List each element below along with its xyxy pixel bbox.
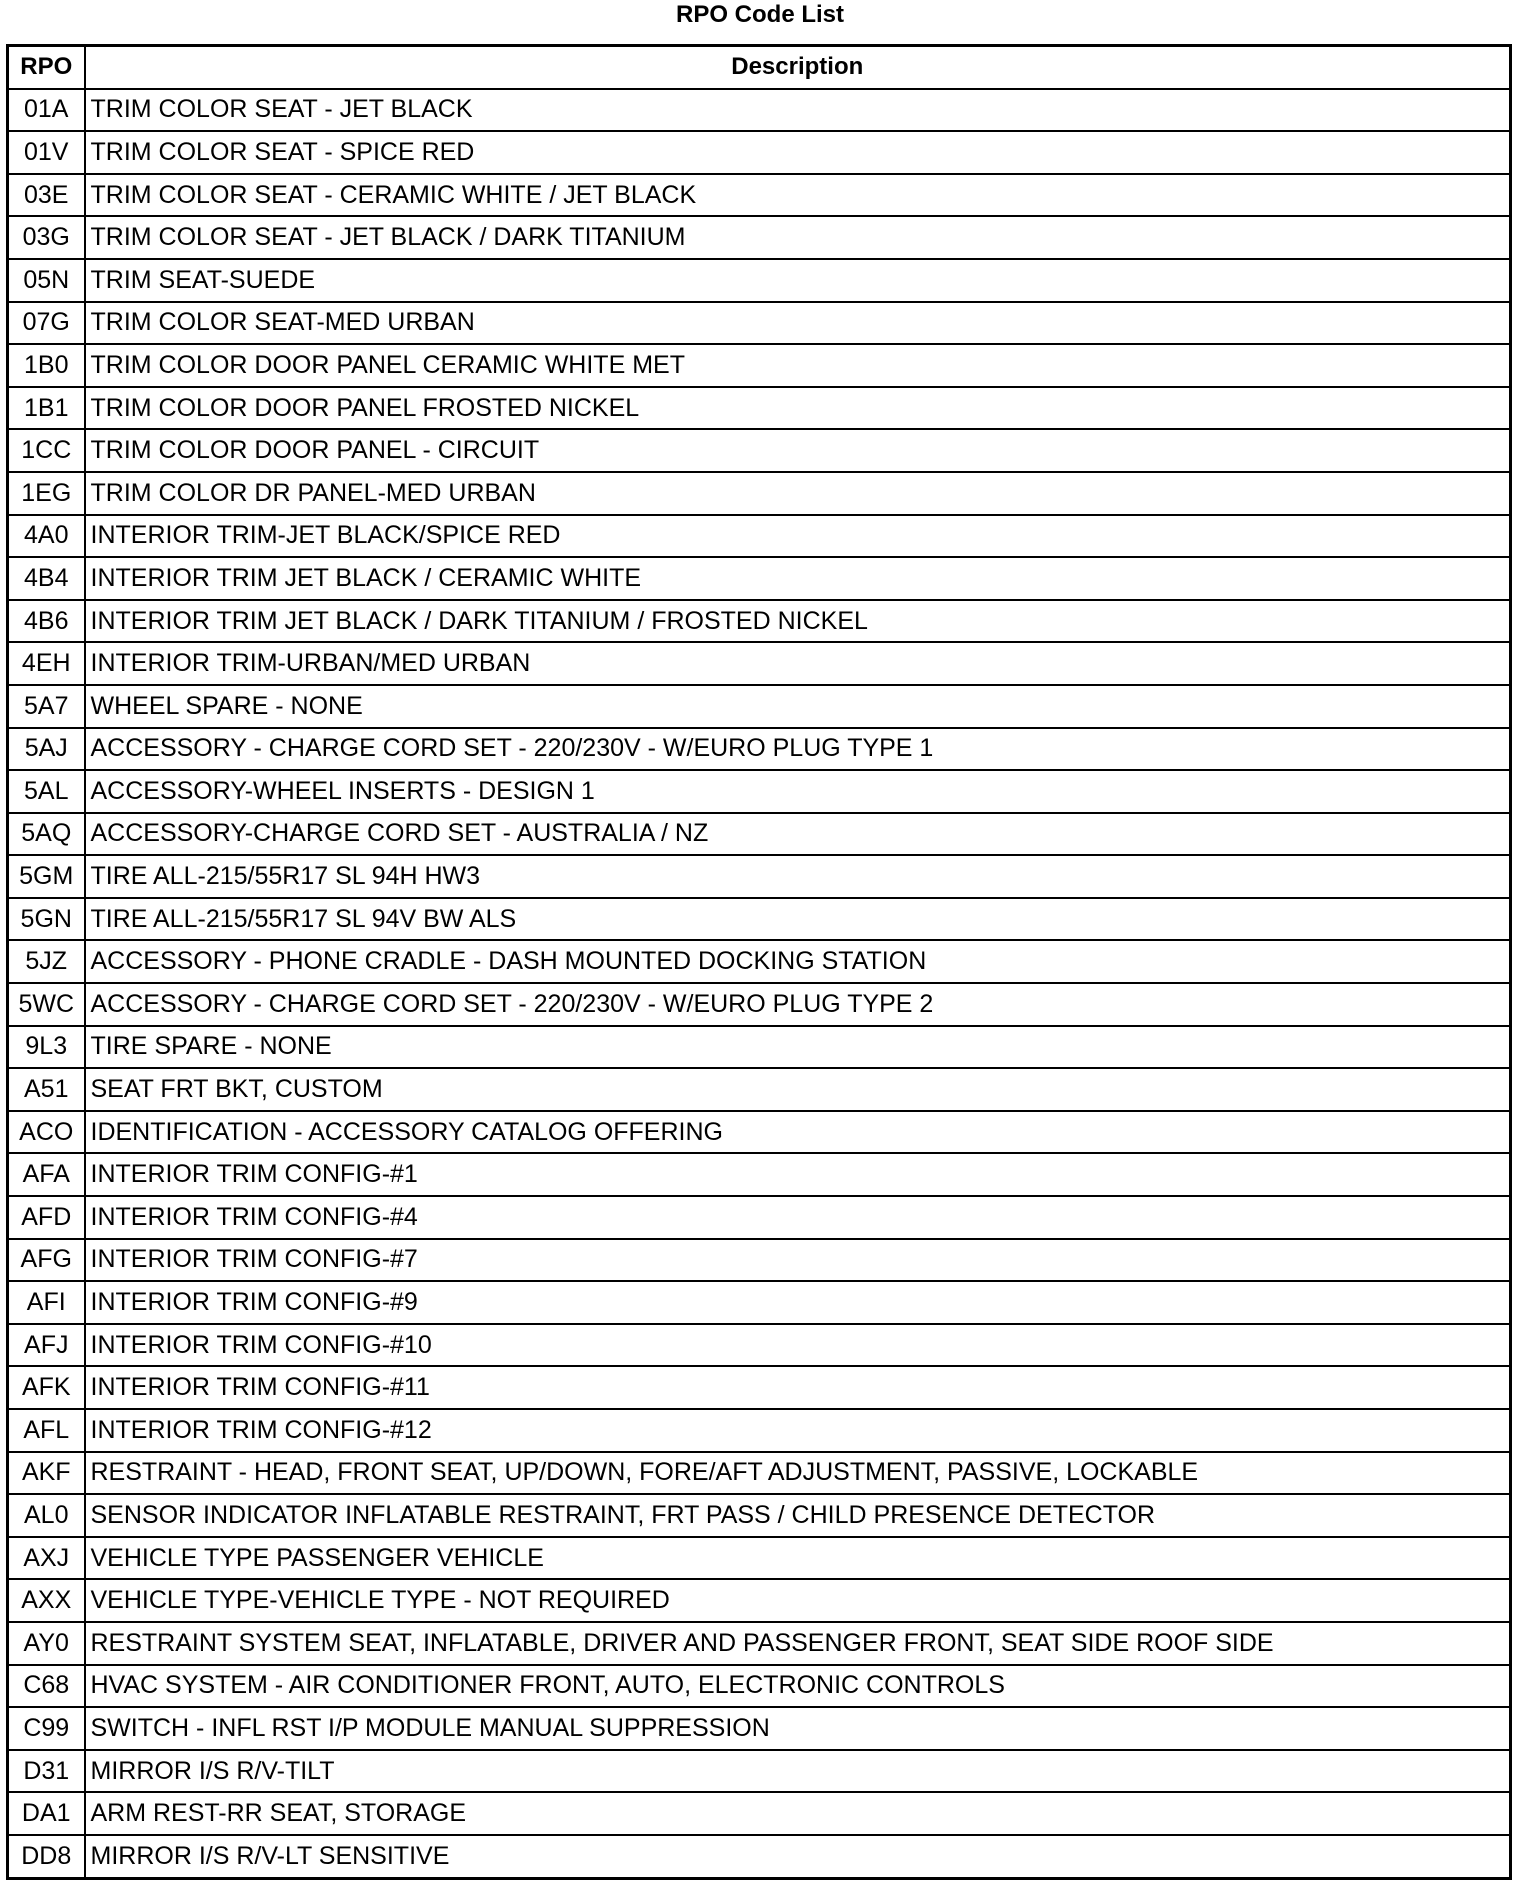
description-cell: TRIM COLOR DOOR PANEL CERAMIC WHITE MET xyxy=(85,344,1511,387)
description-cell: ACCESSORY - CHARGE CORD SET - 220/230V - W/EURO PLUG TYPE 2 xyxy=(85,983,1511,1026)
table-row xyxy=(8,1665,1511,1708)
rpo-code-cell: AFG xyxy=(8,1239,85,1282)
rpo-code-cell: 5AL xyxy=(8,770,85,813)
table-header-row xyxy=(8,46,1511,89)
description-cell: RESTRAINT - HEAD, FRONT SEAT, UP/DOWN, FORE/AFT ADJUSTMENT, PASSIVE, LOCKABLE xyxy=(85,1452,1511,1495)
rpo-code-cell: ACO xyxy=(8,1111,85,1154)
rpo-code-cell: 1CC xyxy=(8,429,85,472)
rpo-code-cell: 07G xyxy=(8,302,85,345)
rpo-code-cell: AFI xyxy=(8,1281,85,1324)
rpo-code-cell: 4EH xyxy=(8,642,85,685)
table-row xyxy=(8,1452,1511,1495)
description-cell: ACCESSORY - CHARGE CORD SET - 220/230V - W/EURO PLUG TYPE 1 xyxy=(85,728,1511,771)
table-row xyxy=(8,131,1511,174)
rpo-code-cell: AFL xyxy=(8,1409,85,1452)
rpo-code-cell: 01V xyxy=(8,131,85,174)
description-cell: TRIM COLOR SEAT - CERAMIC WHITE / JET BLACK xyxy=(85,174,1511,217)
description-cell: IDENTIFICATION - ACCESSORY CATALOG OFFERING xyxy=(85,1111,1511,1154)
description-cell: TRIM COLOR SEAT - JET BLACK xyxy=(85,89,1511,132)
rpo-code-cell: AKF xyxy=(8,1452,85,1495)
rpo-code-cell: 4B4 xyxy=(8,557,85,600)
table-row xyxy=(8,940,1511,983)
rpo-code-cell: 4B6 xyxy=(8,600,85,643)
description-cell: INTERIOR TRIM CONFIG-#7 xyxy=(85,1239,1511,1282)
rpo-code-cell: 03E xyxy=(8,174,85,217)
rpo-code-cell: AXJ xyxy=(8,1537,85,1580)
rpo-code-cell: AY0 xyxy=(8,1622,85,1665)
description-cell: INTERIOR TRIM CONFIG-#9 xyxy=(85,1281,1511,1324)
description-cell: RESTRAINT SYSTEM SEAT, INFLATABLE, DRIVER AND PASSENGER FRONT, SEAT SIDE ROOF SIDE xyxy=(85,1622,1511,1665)
table-row xyxy=(8,387,1511,430)
description-cell: INTERIOR TRIM-JET BLACK/SPICE RED xyxy=(85,515,1511,558)
table-row xyxy=(8,472,1511,515)
rpo-code-cell: 5GN xyxy=(8,898,85,941)
table-row xyxy=(8,344,1511,387)
rpo-code-cell: DD8 xyxy=(8,1835,85,1878)
table-row xyxy=(8,685,1511,728)
description-cell: MIRROR I/S R/V-LT SENSITIVE xyxy=(85,1835,1511,1878)
description-cell: INTERIOR TRIM JET BLACK / DARK TITANIUM / FROSTED NICKEL xyxy=(85,600,1511,643)
table-row xyxy=(8,1281,1511,1324)
table-row xyxy=(8,174,1511,217)
description-cell: INTERIOR TRIM JET BLACK / CERAMIC WHITE xyxy=(85,557,1511,600)
table-row xyxy=(8,89,1511,132)
description-cell: TRIM COLOR SEAT - SPICE RED xyxy=(85,131,1511,174)
table-row xyxy=(8,216,1511,259)
description-cell: INTERIOR TRIM-URBAN/MED URBAN xyxy=(85,642,1511,685)
rpo-code-cell: 5AQ xyxy=(8,813,85,856)
description-cell: SENSOR INDICATOR INFLATABLE RESTRAINT, FRT PASS / CHILD PRESENCE DETECTOR xyxy=(85,1494,1511,1537)
table-row xyxy=(8,983,1511,1026)
rpo-code-cell: 5AJ xyxy=(8,728,85,771)
table-row xyxy=(8,1537,1511,1580)
table-row xyxy=(8,1579,1511,1622)
column-header-description: Description xyxy=(85,46,1511,89)
description-cell: TRIM COLOR DR PANEL-MED URBAN xyxy=(85,472,1511,515)
description-cell: ACCESSORY-CHARGE CORD SET - AUSTRALIA / NZ xyxy=(85,813,1511,856)
rpo-code-cell: DA1 xyxy=(8,1792,85,1835)
description-cell: ACCESSORY - PHONE CRADLE - DASH MOUNTED DOCKING STATION xyxy=(85,940,1511,983)
table-row xyxy=(8,1494,1511,1537)
rpo-code-cell: 5GM xyxy=(8,855,85,898)
table-row xyxy=(8,728,1511,771)
table-row xyxy=(8,813,1511,856)
table-row xyxy=(8,259,1511,302)
table-row xyxy=(8,1409,1511,1452)
rpo-code-cell: AXX xyxy=(8,1579,85,1622)
table-row xyxy=(8,1068,1511,1111)
table-row xyxy=(8,1835,1511,1878)
table-row xyxy=(8,1324,1511,1367)
table-row xyxy=(8,429,1511,472)
column-header-rpo: RPO xyxy=(8,46,85,89)
rpo-code-cell: 01A xyxy=(8,89,85,132)
table-row xyxy=(8,1792,1511,1835)
table-row xyxy=(8,1196,1511,1239)
description-cell: INTERIOR TRIM CONFIG-#11 xyxy=(85,1366,1511,1409)
description-cell: INTERIOR TRIM CONFIG-#1 xyxy=(85,1153,1511,1196)
description-cell: TRIM SEAT-SUEDE xyxy=(85,259,1511,302)
rpo-code-cell: C68 xyxy=(8,1665,85,1708)
description-cell: ACCESSORY-WHEEL INSERTS - DESIGN 1 xyxy=(85,770,1511,813)
table-row xyxy=(8,1750,1511,1793)
table-row xyxy=(8,1366,1511,1409)
rpo-code-cell: 4A0 xyxy=(8,515,85,558)
table-row xyxy=(8,1239,1511,1282)
rpo-code-cell: 05N xyxy=(8,259,85,302)
page-title: RPO Code List xyxy=(675,1,844,28)
table-row xyxy=(8,855,1511,898)
description-cell: INTERIOR TRIM CONFIG-#10 xyxy=(85,1324,1511,1367)
description-cell: INTERIOR TRIM CONFIG-#12 xyxy=(85,1409,1511,1452)
table-row xyxy=(8,1111,1511,1154)
table-row xyxy=(8,1153,1511,1196)
description-cell: WHEEL SPARE - NONE xyxy=(85,685,1511,728)
table-row xyxy=(8,600,1511,643)
description-cell: INTERIOR TRIM CONFIG-#4 xyxy=(85,1196,1511,1239)
rpo-code-cell: 9L3 xyxy=(8,1026,85,1069)
rpo-code-cell: 1B0 xyxy=(8,344,85,387)
description-cell: SEAT FRT BKT, CUSTOM xyxy=(85,1068,1511,1111)
rpo-code-table xyxy=(6,44,1512,1880)
table-row xyxy=(8,1026,1511,1069)
table-row xyxy=(8,642,1511,685)
rpo-code-cell: AFD xyxy=(8,1196,85,1239)
table-row xyxy=(8,770,1511,813)
description-cell: TRIM COLOR DOOR PANEL FROSTED NICKEL xyxy=(85,387,1511,430)
description-cell: HVAC SYSTEM - AIR CONDITIONER FRONT, AUTO, ELECTRONIC CONTROLS xyxy=(85,1665,1511,1708)
description-cell: TRIM COLOR DOOR PANEL - CIRCUIT xyxy=(85,429,1511,472)
description-cell: VEHICLE TYPE-VEHICLE TYPE - NOT REQUIRED xyxy=(85,1579,1511,1622)
rpo-code-cell: AL0 xyxy=(8,1494,85,1537)
description-cell: TRIM COLOR SEAT - JET BLACK / DARK TITANIUM xyxy=(85,216,1511,259)
rpo-code-cell: D31 xyxy=(8,1750,85,1793)
table-body xyxy=(8,89,1511,1878)
description-cell: TIRE ALL-215/55R17 SL 94V BW ALS xyxy=(85,898,1511,941)
rpo-code-cell: AFK xyxy=(8,1366,85,1409)
rpo-code-cell: 1EG xyxy=(8,472,85,515)
table-row xyxy=(8,1622,1511,1665)
rpo-code-cell: AFJ xyxy=(8,1324,85,1367)
description-cell: TRIM COLOR SEAT-MED URBAN xyxy=(85,302,1511,345)
rpo-code-cell: 1B1 xyxy=(8,387,85,430)
rpo-code-cell: AFA xyxy=(8,1153,85,1196)
table-row xyxy=(8,898,1511,941)
table-row xyxy=(8,1707,1511,1750)
rpo-code-cell: A51 xyxy=(8,1068,85,1111)
description-cell: ARM REST-RR SEAT, STORAGE xyxy=(85,1792,1511,1835)
description-cell: VEHICLE TYPE PASSENGER VEHICLE xyxy=(85,1537,1511,1580)
table-row xyxy=(8,557,1511,600)
rpo-code-cell: 5A7 xyxy=(8,685,85,728)
description-cell: SWITCH - INFL RST I/P MODULE MANUAL SUPPRESSION xyxy=(85,1707,1511,1750)
rpo-code-cell: 5JZ xyxy=(8,940,85,983)
description-cell: TIRE ALL-215/55R17 SL 94H HW3 xyxy=(85,855,1511,898)
rpo-code-cell: 03G xyxy=(8,216,85,259)
rpo-code-cell: C99 xyxy=(8,1707,85,1750)
description-cell: MIRROR I/S R/V-TILT xyxy=(85,1750,1511,1793)
table-row xyxy=(8,515,1511,558)
description-cell: TIRE SPARE - NONE xyxy=(85,1026,1511,1069)
rpo-code-cell: 5WC xyxy=(8,983,85,1026)
table-row xyxy=(8,302,1511,345)
